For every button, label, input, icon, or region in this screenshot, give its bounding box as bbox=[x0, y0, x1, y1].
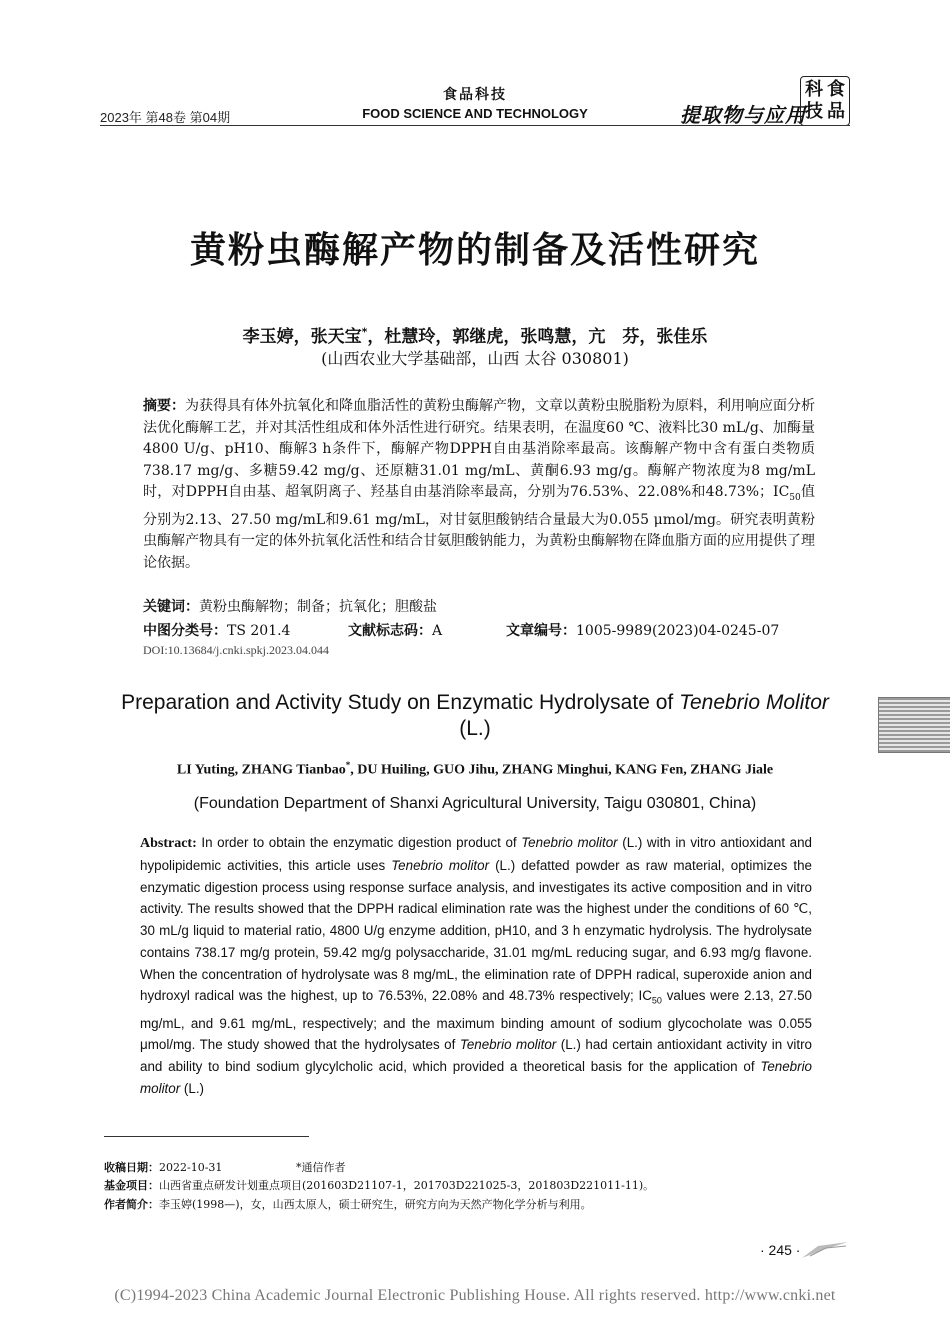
footnote-received: 收稿日期：2022-10-31 bbox=[104, 1161, 223, 1174]
affiliation-cn: (山西农业大学基础部，山西 太谷 030801) bbox=[321, 349, 629, 368]
swoosh-decoration-icon bbox=[800, 1240, 850, 1260]
abstract-en: Abstract: In order to obtain the enzymatic digestion product of Tenebrio molitor (L.) with in vitro antioxidant and hypolipidemic activities, this article uses Tenebrio molitor (L.) defatted powder as raw material, optimizes the enzymatic digestion process using response surface analysis, and investigates its active composition and in vitro activity. The results showed that the DPPH radical elimination rate was the highest under the conditions of 60 ℃, 30 mL/g liquid to material ratio, 4800 U/g enzyme addition, pH10, and 3 h enzymatic hydrolysis. The hydrolysate contains 738.17 mg/g protein, 59.42 mg/g polysaccharide, 31.01 mg/mL reducing sugar, and 6.93 mg/g flavone. When the concentration of hydrolysate was 8 mg/mL, the elimination rate of DPPH radical, superoxide anion and hydroxyl radical was the highest, up to 76.53%, 22.08% and 48.73% respectively; $IC_{50}$ values were 2.13, 27.50 mg/mL, and 9.61 mg/mL, respectively; and the maximum binding amount of sodium glycocholate was 0.055 μmol/mg. The study showed that the hydrolysates of Tenebrio molitor (L.) had certain antioxidant activity in vitro and ability to bind sodium glycylcholic acid, which provided a theoretical basis for the application of Tenebrio molitor (L.) bbox=[140, 835, 812, 1096]
footnote-author-bio: 作者简介：李玉婷(1998—)，女，山西太原人，硕士研究生，研究方向为天然产物化学分析与利用。 bbox=[104, 1198, 592, 1211]
clc-number: 中图分类号：TS 201.4 bbox=[143, 623, 291, 639]
journal-title-cn: 食品科技 bbox=[443, 87, 507, 103]
logo-char: 科 bbox=[805, 79, 823, 100]
abstract-cn: 摘要：为获得具有体外抗氧化和降血脂活性的黄粉虫酶解产物，文章以黄粉虫脱脂粉为原料，利用响应面分析法优化酶解工艺，并对其活性组成和体外活性进行研究。结果表明，在温度60 ℃、液料比30 mL/g、加酶量4800 U/g、pH10、酶解3 h条件下，酶解产物DPPH自由基消除率最高。该酶解产物中含有蛋白类物质738.17 mg/g、多糖59.42 mg/g、还原糖31.01 mg/mL、黄酮6.93 mg/g。酶解产物浓度为8 mg/mL时，对DPPH自由基、超氧阴离子、羟基自由基消除率最高，分别为76.53%、22.08%和48.73%；$IC_{50}$值分别为2.13、27.50 mg/mL和9.61 mg/mL，对甘氨胆酸钠结合量最大为0.055 μmol/mg。研究表明黄粉虫酶解产物具有一定的体外抗氧化活性和结合甘氨胆酸钠能力，为黄粉虫酶解物在降血脂方面的应用提供了理论依据。 bbox=[143, 398, 815, 571]
paper-title-cn: 黄粉虫酶解产物的制备及活性研究 bbox=[189, 229, 760, 271]
article-number: 文章编号：1005-9989(2023)04-0245-07 bbox=[506, 623, 780, 639]
logo-char: 食 bbox=[827, 79, 845, 100]
footnote-funding: 基金项目：山西省重点研发计划重点项目(201603D21107-1，201703D221025-3，201803D221011-11)。 bbox=[104, 1179, 655, 1192]
journal-title-en: FOOD SCIENCE AND TECHNOLOGY bbox=[362, 106, 588, 121]
keywords: 关键词：黄粉虫酶解物；制备；抗氧化；胆酸盐 bbox=[143, 599, 437, 615]
footnote-corresponding: *通信作者 bbox=[296, 1161, 346, 1174]
section-title: 提取物与应用 bbox=[680, 103, 806, 127]
journal-logo bbox=[800, 76, 850, 126]
issue-info: 2023年 第48卷 第04期 bbox=[100, 110, 231, 125]
page-number: · 245 · bbox=[760, 1242, 801, 1258]
logo-char: 品 bbox=[827, 101, 845, 122]
document-code: 文献标志码：A bbox=[348, 623, 443, 639]
copyright-notice: (C)1994-2023 China Academic Journal Electronic Publishing House. All rights reserved. http://www.cnki.net bbox=[114, 1287, 836, 1304]
side-tab-marker bbox=[878, 697, 950, 753]
authors-en: LI Yuting, ZHANG Tianbao*, DU Huiling, GUO Jihu, ZHANG Minghui, KANG Fen, ZHANG Jiale bbox=[176, 760, 774, 778]
header-divider bbox=[100, 125, 850, 126]
paper-title-en: Preparation and Activity Study on Enzymatic Hydrolysate of Tenebrio Molitor (L.) bbox=[121, 691, 829, 740]
affiliation-en: (Foundation Department of Shanxi Agricultural University, Taigu 030801, China) bbox=[193, 795, 757, 812]
authors-cn: 李玉婷，张天宝*，杜慧玲，郭继虎，张鸣慧，亢 芬，张佳乐 bbox=[242, 325, 708, 347]
footnote-divider bbox=[104, 1136, 309, 1137]
logo-char: 技 bbox=[805, 101, 823, 122]
doi: DOI:10.13684/j.cnki.spkj.2023.04.044 bbox=[143, 643, 329, 657]
